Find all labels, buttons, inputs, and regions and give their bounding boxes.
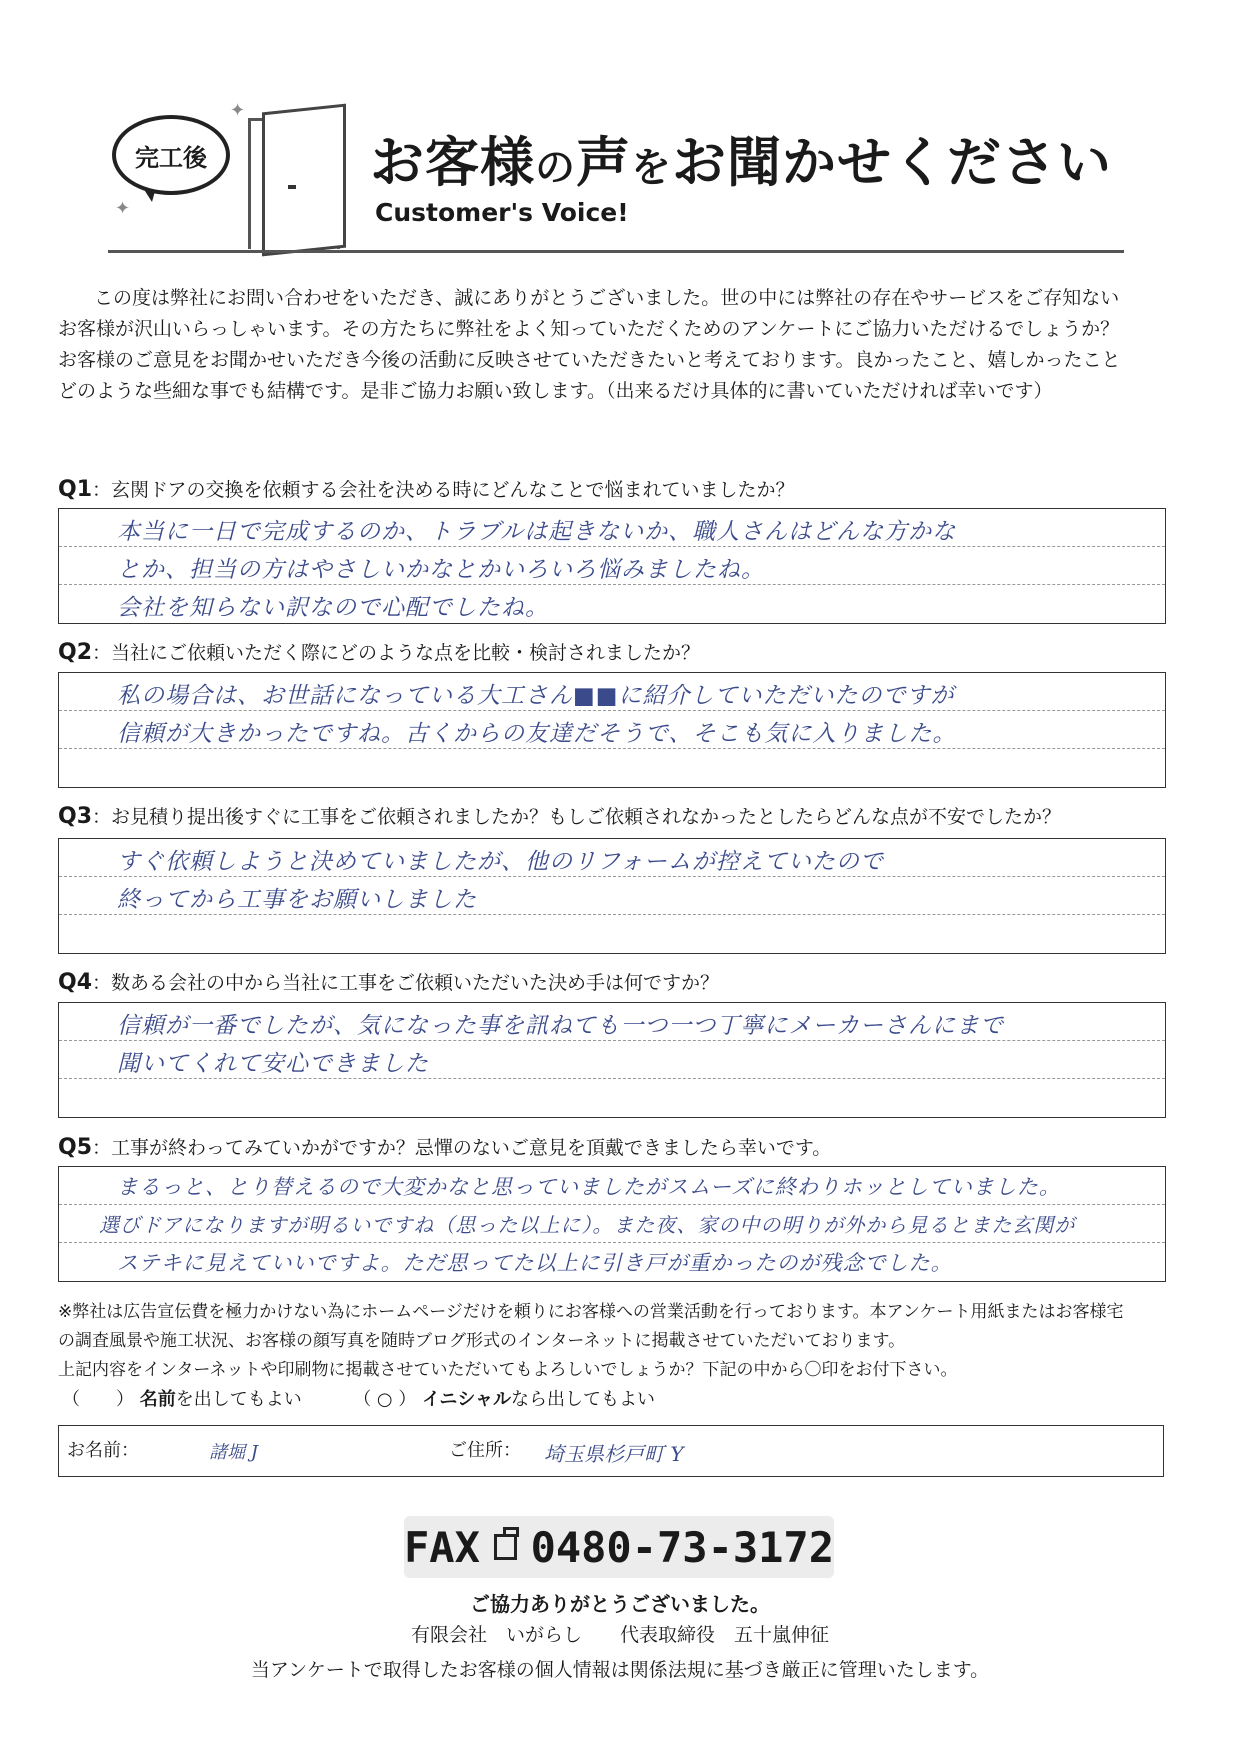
fax-label: FAX — [404, 1522, 480, 1572]
consent-name-checkbox[interactable]: （ ） — [62, 1389, 134, 1410]
intro-text — [58, 283, 1178, 407]
intro-line: どのような些細な事でも結構です。是非ご協力お願い致します。（出来るだけ具体的に書いていただければ幸いです） — [58, 380, 1053, 402]
answer-box-3[interactable] — [58, 838, 1166, 954]
fax-machine-icon — [494, 1534, 517, 1560]
answer-line: まるっと、とり替えるので大変かなと思っていましたがスムーズに終わりホッとしていました。 — [117, 1175, 1061, 1199]
answer-line: 本当に一日で完成するのか、トラブルは起きないか、職人さんはどんな方かな — [117, 519, 957, 545]
notice-line: ※弊社は広告宣伝費を極力かけない為にホームページだけを頼りにお客様への営業活動を行っております。本アンケート用紙またはお客様宅 — [58, 1302, 1124, 1322]
door-knob-icon — [288, 185, 296, 189]
fax-banner — [404, 1516, 834, 1578]
question-1: Q1：玄関ドアの交換を依頼する会社を決める時にどんなことで悩まれていましたか？ — [58, 477, 795, 502]
answer-line: 選びドアになりますが明るいですね（思った以上に）。また夜、家の中の明りが外から見るとまた玄関が — [99, 1213, 1076, 1237]
fax-number: 0480-73-3172 — [530, 1522, 834, 1572]
notice-line: 上記内容をインターネットや印刷物に掲載させていただいてもよろしいでしょうか？下記の中から〇印をお付下さい。 — [58, 1360, 958, 1380]
answer-box-1[interactable] — [58, 508, 1166, 624]
thanks-message: ご協力ありがとうございました。 — [470, 1592, 770, 1616]
answer-line: すぐ依頼しようと決めていましたが、他のリフォームが控えていたので — [117, 849, 884, 875]
answer-box-2[interactable] — [58, 672, 1166, 788]
intro-line: この度は弊社にお問い合わせをいただき、誠にありがとうございました。世の中には弊社の存在やサービスをご存知ない — [94, 287, 1120, 309]
notice-line: の調査風景や施工状況、お客様の顔写真を随時ブログ形式のインターネットに掲載させていただいております。 — [58, 1331, 906, 1351]
address-label: ご住所： — [449, 1440, 521, 1461]
answer-box-4[interactable] — [58, 1002, 1166, 1118]
consent-initial-checkbox[interactable]: （ ○ ） — [353, 1389, 417, 1410]
answer-line: 信頼が大きかったですね。古くからの友達だそうで、そこも気に入りました。 — [117, 721, 957, 747]
company-info: 有限会社 いがらし 代表取締役 五十嵐伸征 — [410, 1624, 829, 1646]
completion-badge: 完工後 — [112, 115, 230, 195]
answer-line: ステキに見えていいですよ。ただ思ってた以上に引き戸が重かったのが残念でした。 — [117, 1251, 953, 1275]
question-5: Q5：工事が終わってみていかがですか？忌憚のないご意見を頂戴できましたら幸いです。 — [58, 1135, 832, 1160]
answer-line: とか、担当の方はやさしいかなとかいろいろ悩みましたね。 — [117, 557, 765, 583]
question-3: Q3：お見積り提出後すぐに工事をご依頼されましたか？もしご依頼されなかったとしたらどんな点が不安でしたか？ — [58, 804, 1062, 829]
name-label: お名前： — [67, 1440, 139, 1461]
answer-line: 信頼が一番でしたが、気になった事を訊ねても一つ一つ丁寧にメーカーさんにまで — [117, 1013, 1004, 1039]
page-title: お客様の声をお聞かせください — [370, 131, 1112, 194]
answer-line: 私の場合は、お世話になっている大工さん■■に紹介していただいたのですが — [117, 683, 955, 709]
privacy-statement: 当アンケートで取得したお客様の個人情報は関係法規に基づき厳正に管理いたします。 — [250, 1659, 990, 1681]
name-address-form — [58, 1425, 1164, 1477]
door-icon — [262, 104, 346, 257]
answer-line: 聞いてくれて安心できました — [117, 1051, 429, 1077]
intro-line: お客様が沢山いらっしゃいます。その方たちに弊社をよく知っていただくためのアンケートにご協力いただけるでしょうか？ — [58, 318, 1120, 340]
sparkle-icon: ✦ — [230, 100, 246, 121]
answer-line: 会社を知らない訳なので心配でしたね。 — [117, 595, 549, 621]
question-2: Q2：当社にご依頼いただく際にどのような点を比較・検討されましたか？ — [58, 640, 701, 665]
header-divider — [108, 250, 1124, 253]
page-subtitle: Customer's Voice! — [375, 198, 629, 227]
question-4: Q4：数ある会社の中から当社に工事をご依頼いただいた決め手は何ですか？ — [58, 970, 720, 995]
name-field[interactable]: 諸堀 J — [209, 1442, 258, 1463]
address-field[interactable]: 埼玉県杉戸町 Y — [544, 1442, 684, 1466]
answer-box-5[interactable] — [58, 1166, 1166, 1282]
consent-options: （ ） 名前を出してもよい （ ○ ） イニシャルなら出してもよい — [62, 1389, 656, 1410]
publication-notice — [58, 1298, 1188, 1385]
sparkle-icon: ✦ — [115, 198, 131, 219]
answer-line: 終ってから工事をお願いしました — [117, 887, 477, 913]
intro-line: お客様のご意見をお聞かせいただき今後の活動に反映させていただきたいと考えております。良かったこと、嬉しかったこと — [58, 349, 1121, 371]
